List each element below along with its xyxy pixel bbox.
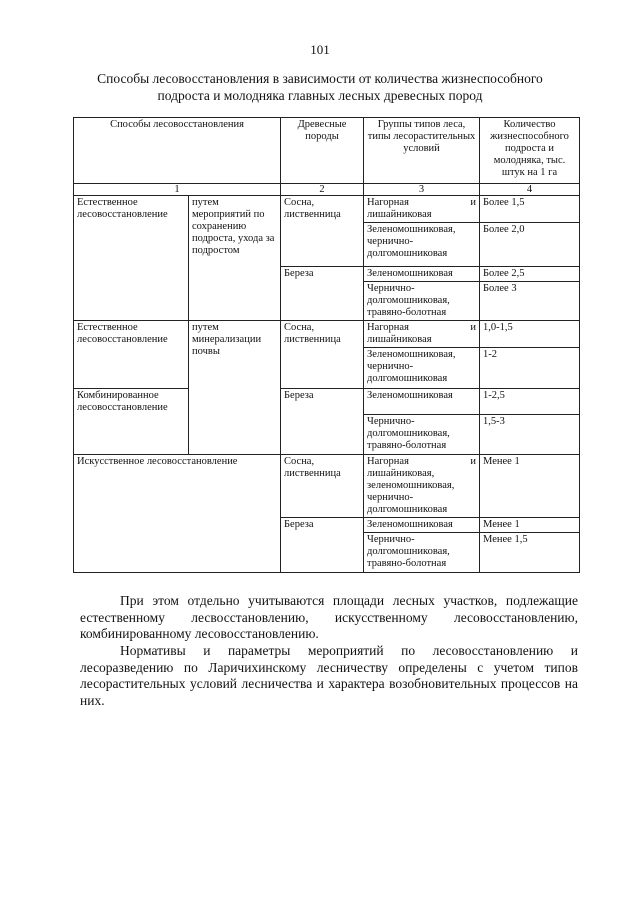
reforestation-table xyxy=(73,117,580,573)
group-r2-2: Зеленомошниковая, чернично-долгомошниковая xyxy=(364,348,480,389)
species-birch-2: Береза xyxy=(281,389,364,455)
species-birch-1: Береза xyxy=(281,267,364,321)
qty-r1-1: Более 1,5 xyxy=(480,196,580,223)
method-via-mineralization: путем минерализации почвы xyxy=(189,321,281,455)
group-r1-4: Чернично-долгомошниковая, травяно-болотная xyxy=(364,282,480,321)
group-r4-1 xyxy=(364,455,480,518)
qty-r3-2: 1,5-3 xyxy=(480,415,580,455)
qty-r1-3: Более 2,5 xyxy=(480,267,580,282)
group-r4-1-text: Нагорная и лишайниковая, зеленомошниковая, чернично-долгомошниковая xyxy=(367,456,477,515)
table-title: Способы лесовосстановления в зависимости от количества жизнеспособного подроста и молодняка главных лесных древесных пород xyxy=(97,71,543,103)
paragraph-1 xyxy=(80,593,578,643)
species-pine-larch-2: Сосна, лиственница xyxy=(281,321,364,389)
paragraph-1-text: При этом отдельно учитываются площади лесных участков, подлежащие естественному лесвосстановлению, искусственному лесовосстановлению, комбинированному лесовосстановлению. xyxy=(80,593,578,641)
group-r1-2: Зеленомошниковая, чернично-долгомошниковая xyxy=(364,223,480,267)
group-r4-3: Чернично-долгомошниковая, травяно-болотная xyxy=(364,533,480,573)
method-artificial: Искусственное лесовосстановление xyxy=(74,455,281,573)
group-r3-1: Зеленомошниковая xyxy=(364,389,480,415)
header-methods: Способы лесовосстановления xyxy=(74,118,281,184)
paragraph-2 xyxy=(80,643,578,709)
qty-r4-2: Менее 1 xyxy=(480,518,580,533)
method-natural-1: Естественное лесовосстановление xyxy=(74,196,189,321)
method-natural-2: Естественное лесовосстановление xyxy=(74,321,189,389)
species-birch-3: Береза xyxy=(281,518,364,573)
method-via-preservation xyxy=(189,196,281,321)
group-r2-1 xyxy=(364,321,480,348)
col-number-4: 4 xyxy=(480,184,580,196)
col-number-2: 2 xyxy=(281,184,364,196)
page-number: 101 xyxy=(310,42,330,57)
species-pine-larch-3: Сосна, лиственница xyxy=(281,455,364,518)
method-combined: Комбинированное лесовосстановление xyxy=(74,389,189,455)
col-number-1: 1 xyxy=(74,184,281,196)
paragraph-2-text: Нормативы и параметры мероприятий по лесовосстановлению и лесоразведению по Ларичихинскому лесничеству определены с учетом типов лесорастительных условий лесничества и характера возобновительных процессов на них. xyxy=(80,643,578,708)
group-r3-2: Чернично-долгомошниковая, травяно-болотная xyxy=(364,415,480,455)
qty-r4-3: Менее 1,5 xyxy=(480,533,580,573)
header-quantity: Количество жизнеспособного подроста и молодняка, тыс. штук на 1 га xyxy=(480,118,580,184)
header-species: Древесные породы xyxy=(281,118,364,184)
header-groups: Группы типов леса, типы лесорастительных условий xyxy=(364,118,480,184)
group-r4-2: Зеленомошниковая xyxy=(364,518,480,533)
qty-r1-2: Более 2,0 xyxy=(480,223,580,267)
group-r1-1-text: Нагорная и лишайниковая xyxy=(367,197,477,220)
col-number-3: 3 xyxy=(364,184,480,196)
qty-r4-1: Менее 1 xyxy=(480,455,580,518)
qty-r2-2: 1-2 xyxy=(480,348,580,389)
group-r1-3: Зеленомошниковая xyxy=(364,267,480,282)
species-pine-larch-1: Сосна, лиственница xyxy=(281,196,364,267)
group-r2-1-text: Нагорная и лишайниковая xyxy=(367,322,477,345)
qty-r3-1: 1-2,5 xyxy=(480,389,580,415)
group-r1-1 xyxy=(364,196,480,223)
via-preservation-text: путем мероприятий по сохранению подроста, ухода за подростом xyxy=(192,197,275,256)
qty-r2-1: 1,0-1,5 xyxy=(480,321,580,348)
qty-r1-4: Более 3 xyxy=(480,282,580,321)
